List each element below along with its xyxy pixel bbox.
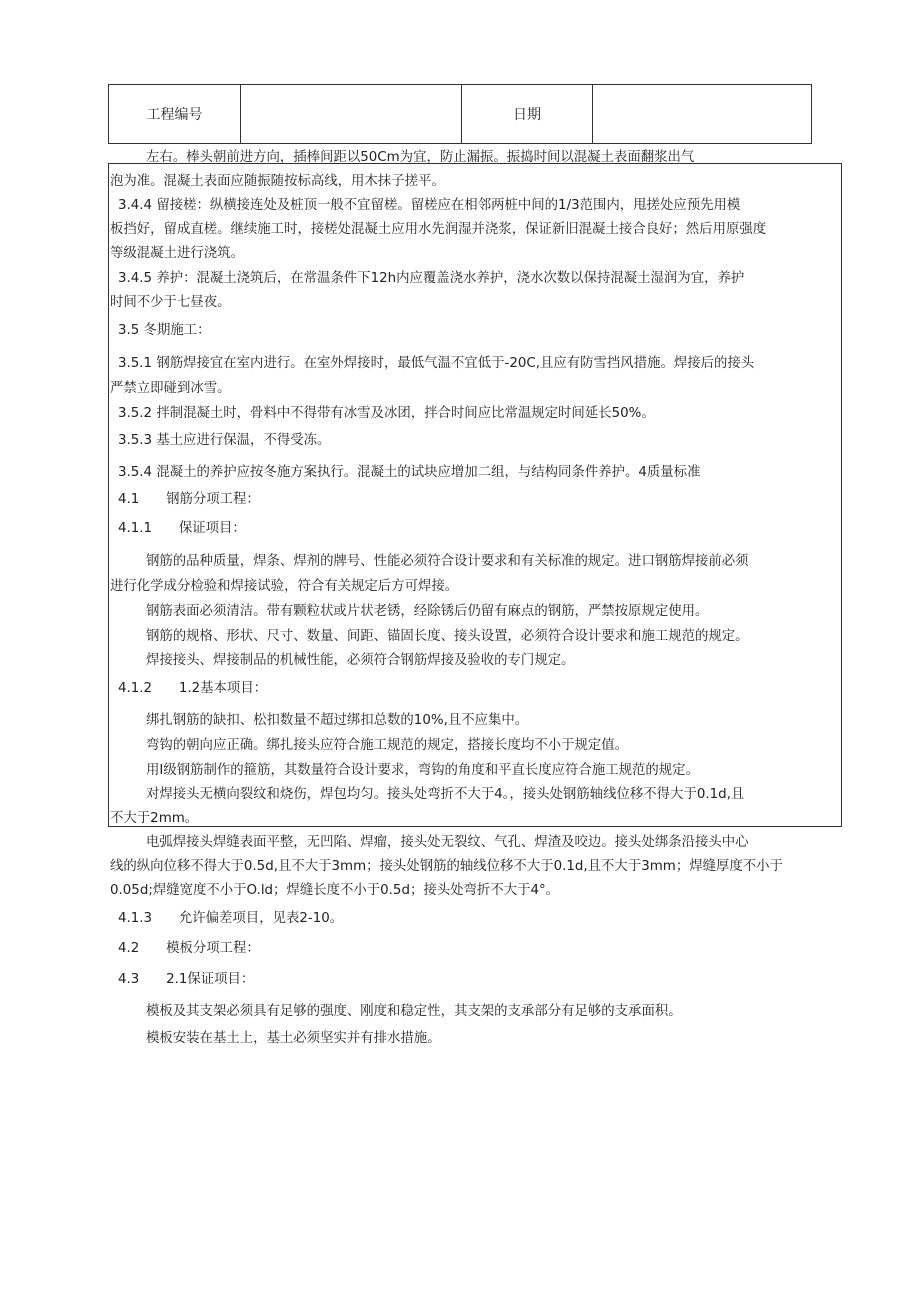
date-value: [593, 85, 811, 143]
text-line: 泡为准。混凝土表面应随振随按标高线，用木抹子搓平。: [110, 174, 445, 189]
text-line: 进行化学成分检验和焊接试验，符合有关规定后方可焊接。: [110, 579, 459, 594]
text-line: 严禁立即碰到冰雪。: [110, 381, 231, 396]
text-line: 3.4.4 留接槎：纵横接连处及桩顶一般不宜留槎。留槎应在相邻两桩中间的1/3范围内，甩搓处应预先用模: [118, 198, 741, 213]
text-line: 弯钩的朝向应正确。绑扎接头应符合施工规范的规定，搭接长度均不小于规定值。: [146, 738, 629, 753]
text-line: 线的纵向位移不得大于0.5d,且不大于3mm；接头处钢筋的轴线位移不大于0.1d,且不大于3mm；焊缝厚度不小于: [110, 859, 783, 874]
text-line: 3.5.2 拌制混凝土时，骨料中不得带有冰雪及冰团，拌合时间应比常温规定时间延长50%。: [118, 406, 655, 421]
text-line: 钢筋表面必须清洁。带有颗粒状或片状老锈，经除锈后仍留有麻点的钢筋，严禁按原规定使用。: [146, 604, 709, 619]
project-no-value: [241, 85, 462, 143]
text-line: 模板及其支架必须具有足够的强度、刚度和稳定性，其支架的支承部分有足够的支承面积。: [146, 1004, 682, 1019]
text-line: 3.5.3 基土应进行保温，不得受冻。: [118, 433, 331, 448]
text-line: 3.5 冬期施工：: [118, 323, 211, 338]
text-line: 4.1.1 保证项目：: [118, 521, 246, 536]
text-line: 用Ⅰ级钢筋制作的箍筋，其数量符合设计要求，弯钩的角度和平直长度应符合施工规范的规定。: [146, 763, 699, 778]
text-line: 4.3 2.1保证项目：: [118, 972, 255, 987]
text-line: 3.5.4 混凝土的养护应按冬施方案执行。混凝土的试块应增加二组，与结构同条件养护。4质量标准: [118, 465, 701, 480]
text-line: 焊接接头、焊接制品的机械性能，必须符合钢筋焊接及验收的专门规定。: [146, 653, 575, 668]
text-line: 时间不少于七昼夜。: [110, 295, 231, 310]
text-line: 4.2 模板分项工程：: [118, 941, 260, 956]
header-table: [108, 84, 812, 144]
text-line: 钢筋的品种质量，焊条、焊剂的牌号、性能必须符合设计要求和有关标准的规定。进口钢筋焊接前必须: [146, 554, 749, 569]
text-line: 4.1.3 允许偏差项目，见表2-10。: [118, 911, 344, 926]
text-line: 3.4.5 养护：混凝土浇筑后，在常温条件下12h内应覆盖浇水养护，浇水次数以保持混凝土湿润为宜，养护: [118, 271, 745, 286]
text-line: 左右。棒头朝前进方向，插棒间距以50Cm为宜，防止漏振。振捣时间以混凝土表面翻浆出气: [146, 150, 695, 165]
text-line: 等级混凝土进行浇筑。: [110, 246, 244, 261]
text-line: 3.5.1 钢筋焊接宜在室内进行。在室外焊接时，最低气温不宜低于-20C,且应有防雪挡风措施。焊接后的接头: [118, 356, 755, 371]
text-line: 模板安装在基土上，基土必须坚实并有排水措施。: [146, 1031, 441, 1046]
text-line: 电弧焊接头焊缝表面平整，无凹陷、焊瘤，接头处无裂纹、气孔、焊渣及咬边。接头处绑条沿接头中心: [146, 835, 749, 850]
text-line: 4.1 钢筋分项工程：: [118, 492, 260, 507]
text-line: 0.05d;焊缝宽度不小于O.ld；焊缝长度不小于0.5d；接头处弯折不大于4°。: [110, 883, 560, 898]
text-line: 4.1.2 1.2基本项目：: [118, 681, 268, 696]
project-no-label: 工程编号: [109, 85, 241, 143]
text-line: 钢筋的规格、形状、尺寸、数量、间距、锚固长度、接头设置，必须符合设计要求和施工规范的规定。: [146, 629, 749, 644]
text-line: 板挡好，留成直槎。继续施工时，接槎处混凝土应用水先润湿并浇浆，保证新旧混凝土接合良好；然后用原强度: [110, 222, 767, 237]
text-line: 绑扎钢筋的缺扣、松扣数量不超过绑扣总数的10%,且不应集中。: [146, 713, 529, 728]
text-line: 不大于2mm。: [110, 811, 199, 826]
text-line: 对焊接头无横向裂纹和烧伤，焊包均匀。接头处弯折不大于4。，接头处钢筋轴线位移不得大于0.1d,且: [146, 787, 745, 802]
date-label: 日期: [462, 85, 593, 143]
